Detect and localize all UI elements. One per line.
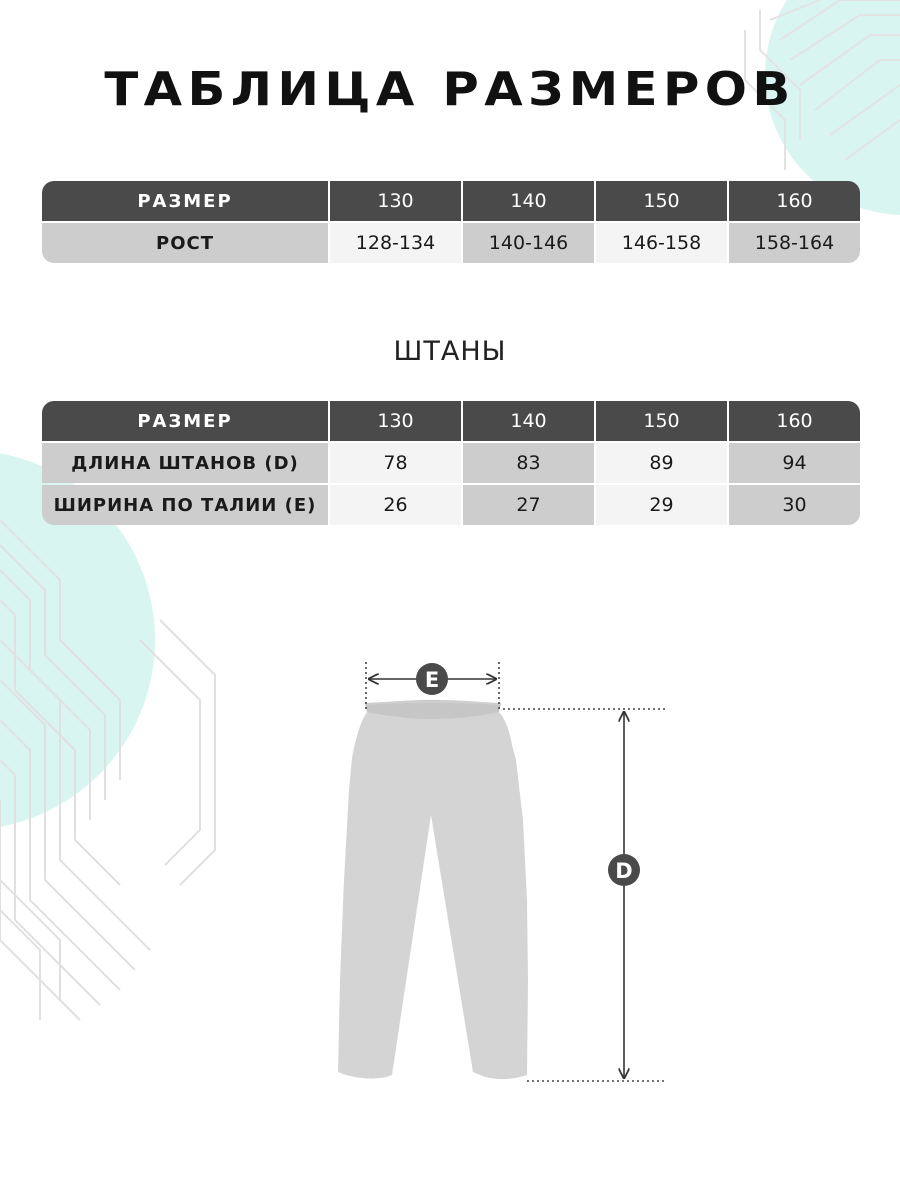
header-size: 150: [596, 401, 727, 441]
header-size: 160: [729, 401, 860, 441]
marker-d-label: D: [615, 859, 633, 883]
table-cell: 30: [729, 485, 860, 525]
row-label-waist: ШИРИНА ПО ТАЛИИ (E): [42, 485, 328, 525]
section-title-pants: ШТАНЫ: [393, 336, 507, 367]
header-size: 140: [463, 401, 594, 441]
table-cell: 128-134: [330, 223, 461, 263]
marker-e-label: E: [424, 668, 440, 692]
header-size: 140: [463, 181, 594, 221]
row-label-height: РОСТ: [42, 223, 328, 263]
table-cell: 27: [463, 485, 594, 525]
header-size: 130: [330, 181, 461, 221]
table-cell: 146-158: [596, 223, 727, 263]
table-cell: 78: [330, 443, 461, 483]
row-label-length: ДЛИНА ШТАНОВ (D): [42, 443, 328, 483]
header-size: 160: [729, 181, 860, 221]
table-cell: 140-146: [463, 223, 594, 263]
table-cell: 83: [463, 443, 594, 483]
header-size: 130: [330, 401, 461, 441]
table-cell: 26: [330, 485, 461, 525]
pants-silhouette: [338, 712, 528, 1079]
table-cell: 29: [596, 485, 727, 525]
table-cell: 158-164: [729, 223, 860, 263]
header-size: 150: [596, 181, 727, 221]
table-cell: 89: [596, 443, 727, 483]
header-label: РАЗМЕР: [42, 181, 328, 221]
page-title: ТАБЛИЦА РАЗМЕРОВ: [104, 62, 796, 116]
header-label: РАЗМЕР: [42, 401, 328, 441]
table-cell: 94: [729, 443, 860, 483]
